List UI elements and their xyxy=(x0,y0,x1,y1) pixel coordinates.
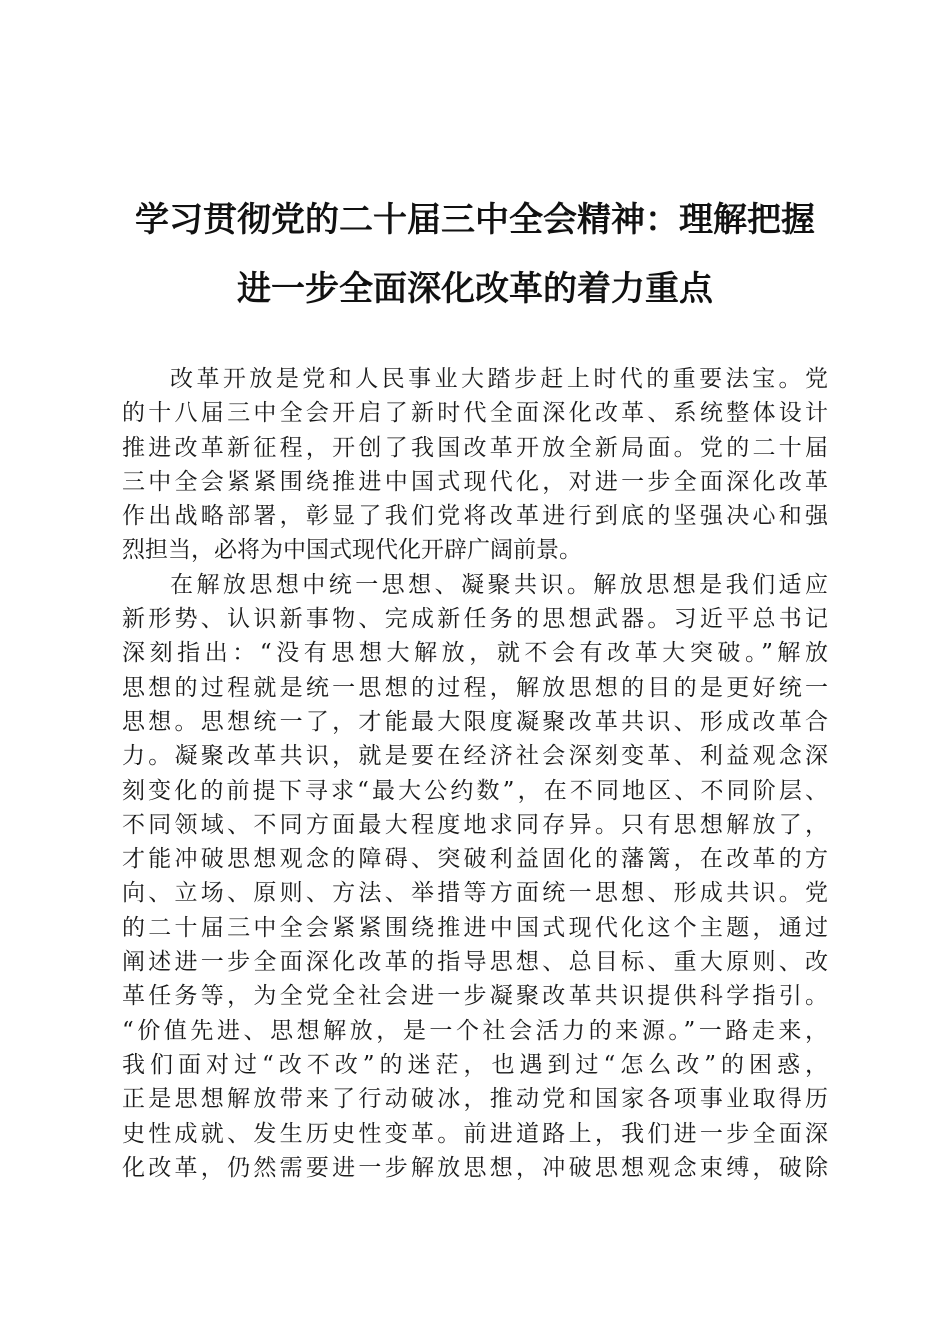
body-line: 作出战略部署，彰显了我们党将改革进行到底的坚强决心和强 xyxy=(122,503,828,530)
body-line: 力。凝聚改革共识，就是要在经济社会深刻变革、利益观念深 xyxy=(122,743,828,770)
body-line: 化改革，仍然需要进一步解放思想，冲破思想观念束缚，破除 xyxy=(122,1154,828,1181)
document-title-line-1: 学习贯彻党的二十届三中全会精神：理解把握 xyxy=(135,200,815,240)
document-body xyxy=(122,362,828,1185)
body-line: 刻变化的前提下寻求“最大公约数”，在不同地区、不同阶层、 xyxy=(122,777,828,804)
body-line: 向、立场、原则、方法、举措等方面统一思想、形成共识。党 xyxy=(122,880,828,907)
body-line: 的二十届三中全会紧紧围绕推进中国式现代化这个主题，通过 xyxy=(122,914,828,941)
document-title-line-2: 进一步全面深化改革的着力重点 xyxy=(237,269,713,309)
body-line: 在解放思想中统一思想、凝聚共识。解放思想是我们适应 xyxy=(170,571,828,598)
body-line: 思想的过程就是统一思想的过程，解放思想的目的是更好统一 xyxy=(122,674,828,701)
body-line: “价值先进、思想解放，是一个社会活力的来源。”一路走来， xyxy=(122,1017,828,1044)
body-line: 推进改革新征程，开创了我国改革开放全新局面。党的二十届 xyxy=(122,434,828,461)
body-line: 我们面对过“改不改”的迷茫，也遇到过“怎么改”的困惑， xyxy=(122,1051,828,1078)
body-line: 烈担当，必将为中国式现代化开辟广阔前景。 xyxy=(122,537,582,564)
body-line: 深刻指出：“没有思想大解放，就不会有改革大突破。”解放 xyxy=(122,640,828,667)
body-line: 改革开放是党和人民事业大踏步赶上时代的重要法宝。党 xyxy=(170,366,828,392)
body-line: 不同领域、不同方面最大程度地求同存异。只有思想解放了， xyxy=(122,811,828,838)
body-line: 阐述进一步全面深化改革的指导思想、总目标、重大原则、改 xyxy=(122,949,828,976)
body-line: 三中全会紧紧围绕推进中国式现代化，对进一步全面深化改革 xyxy=(122,468,828,495)
body-line: 正是思想解放带来了行动破冰，推动党和国家各项事业取得历 xyxy=(122,1086,828,1113)
body-line: 革任务等，为全党全社会进一步凝聚改革共识提供科学指引。 xyxy=(122,983,828,1010)
body-line: 新形势、认识新事物、完成新任务的思想武器。习近平总书记 xyxy=(122,606,828,633)
body-line: 的十八届三中全会开启了新时代全面深化改革、系统整体设计 xyxy=(122,400,828,427)
body-line: 史性成就、发生历史性变革。前进道路上，我们进一步全面深 xyxy=(122,1120,828,1147)
body-line: 才能冲破思想观念的障碍、突破利益固化的藩篱，在改革的方 xyxy=(122,846,828,873)
body-line: 思想。思想统一了，才能最大限度凝聚改革共识、形成改革合 xyxy=(122,708,828,735)
